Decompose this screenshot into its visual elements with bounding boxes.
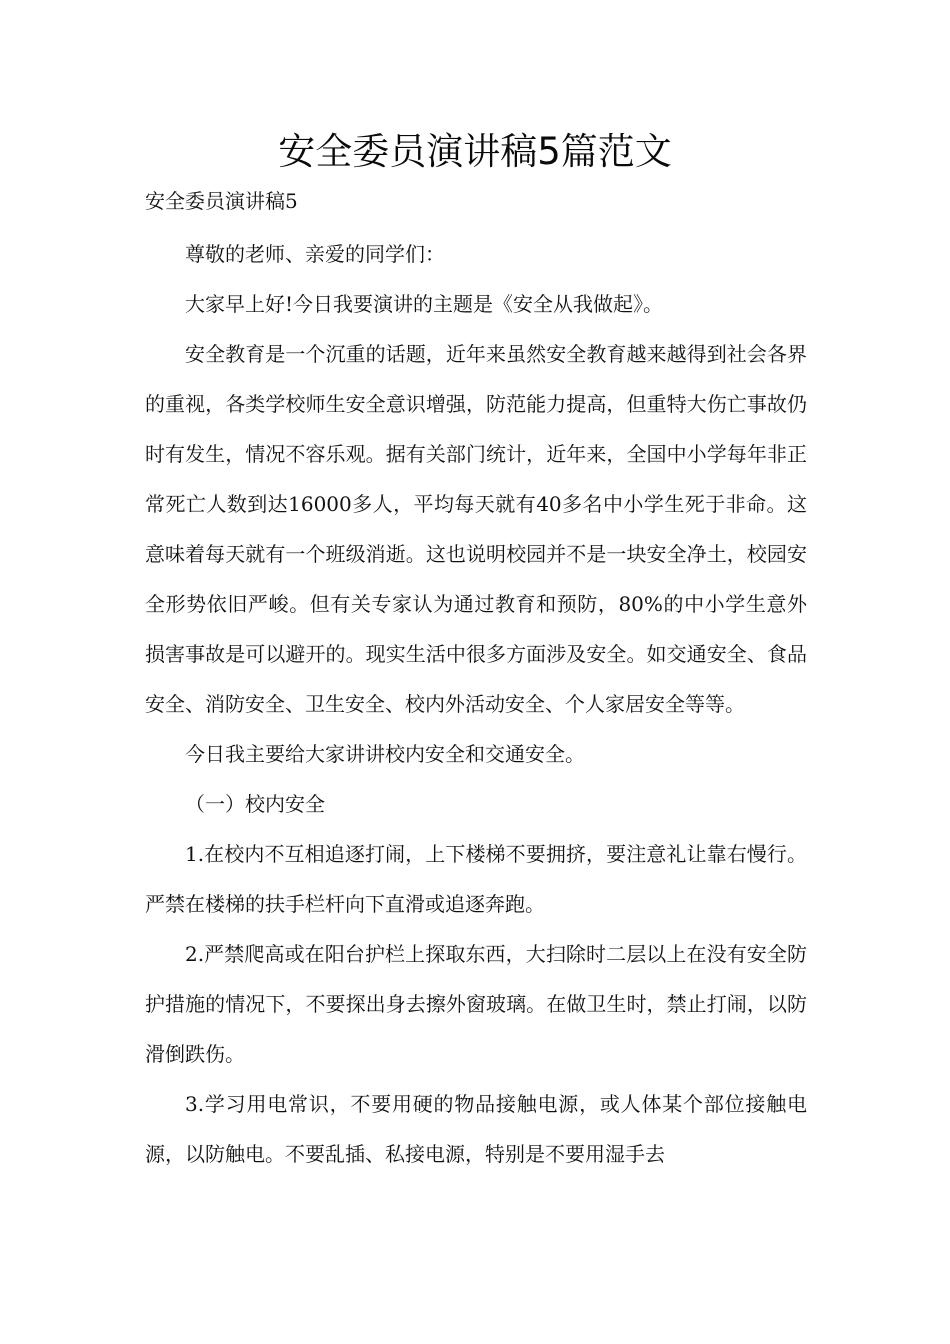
- section-heading-campus-safety: （一）校内安全: [185, 792, 325, 816]
- paragraph-rule-3: 3.学习用电常识，不要用硬的物品接触电源，或人体某个部位接触电源，以防触电。不要乱插、私接电源，特别是不要用湿手去: [145, 1092, 807, 1166]
- paragraph-rule-2: 2.严禁爬高或在阳台护栏上探取东西，大扫除时二层以上在没有安全防护措施的情况下，不要探出身去擦外窗玻璃。在做卫生时，禁止打闹，以防滑倒跌伤。: [145, 942, 807, 1066]
- paragraph-opening: 大家早上好!今日我要演讲的主题是《安全从我做起》。: [185, 292, 664, 316]
- paragraph-topic: 今日我主要给大家讲讲校内安全和交通安全。: [185, 742, 585, 766]
- paragraph-rule-1: 1.在校内不互相追逐打闹，上下楼梯不要拥挤，要注意礼让靠右慢行。严禁在楼梯的扶手栏杆向下直滑或追逐奔跑。: [145, 842, 807, 916]
- paragraph-greeting: 尊敬的老师、亲爱的同学们：: [185, 242, 445, 266]
- document-subtitle: 安全委员演讲稿5: [145, 189, 298, 213]
- document-title: 安全委员演讲稿5篇范文: [278, 130, 672, 173]
- document-body: [145, 229, 807, 1179]
- paragraph-safety-education: 安全教育是一个沉重的话题，近年来虽然安全教育越来越得到社会各界的重视，各类学校师生安全意识增强，防范能力提高，但重特大伤亡事故仍时有发生，情况不容乐观。据有关部门统计，近年来，全国中小学每年非正常死亡人数到达16000多人，平均每天就有40多名中小学生死于非命。这意味着每天就有一个班级消逝。这也说明校园并不是一块安全净土，校园安全形势依旧严峻。但有关专家认为通过教育和预防，80%的中小学生意外损害事故是可以避开的。现实生活中很多方面涉及安全。如交通安全、食品安全、消防安全、卫生安全、校内外活动安全、个人家居安全等等。: [145, 342, 807, 716]
